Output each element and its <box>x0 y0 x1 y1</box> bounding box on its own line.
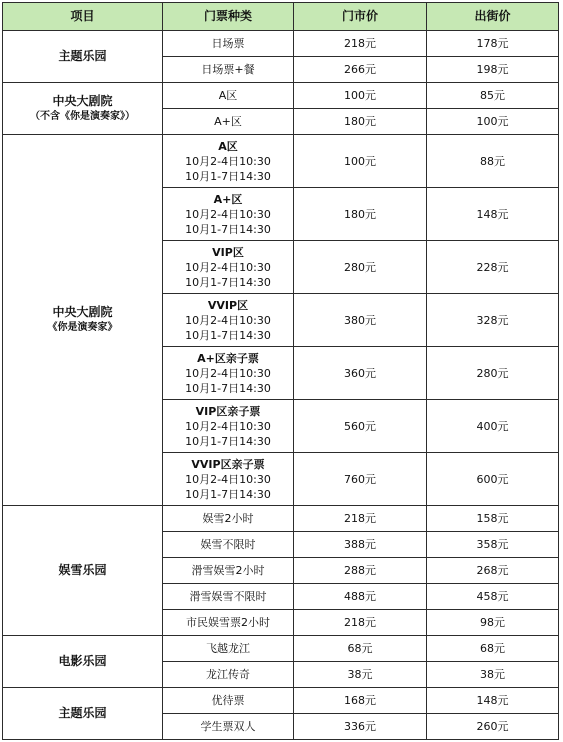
table-row <box>3 636 559 662</box>
ticket-type-cell <box>163 453 294 506</box>
header-project: 项目 <box>3 3 163 31</box>
ticket-type-cell: 日场票+餐 <box>163 57 294 83</box>
list-price-cell: 280元 <box>294 241 427 294</box>
show-time: 10月2-4日10:30 <box>185 207 271 221</box>
ticket-type-name: A+区亲子票 <box>197 351 259 365</box>
ticket-type-cell: 滑雪娱雪不限时 <box>163 584 294 610</box>
sale-price-cell: 458元 <box>427 584 559 610</box>
sale-price-cell: 38元 <box>427 662 559 688</box>
show-time: 10月2-4日10:30 <box>185 472 271 486</box>
project-name: 主题乐园 <box>58 49 107 63</box>
sale-price-cell: 148元 <box>427 688 559 714</box>
list-price-cell: 388元 <box>294 532 427 558</box>
list-price-cell: 266元 <box>294 57 427 83</box>
show-time: 10月1-7日14:30 <box>185 381 271 395</box>
project-name: 中央大剧院 <box>52 93 113 108</box>
list-price-cell: 360元 <box>294 347 427 400</box>
ticket-type-cell: 日场票 <box>163 31 294 57</box>
list-price-cell: 288元 <box>294 558 427 584</box>
table-row <box>3 688 559 714</box>
list-price-cell: 168元 <box>294 688 427 714</box>
header-sale-price: 出街价 <box>427 3 559 31</box>
show-time: 10月2-4日10:30 <box>185 419 271 433</box>
ticket-type-cell: 娱雪2小时 <box>163 506 294 532</box>
table-row <box>3 135 559 188</box>
ticket-type-cell: A区 <box>163 83 294 109</box>
project-subtitle: （不含《你是演奏家》） <box>30 110 135 122</box>
sale-price-cell: 148元 <box>427 188 559 241</box>
sale-price-cell: 85元 <box>427 83 559 109</box>
header-category: 门票种类 <box>163 3 294 31</box>
project-cell <box>3 83 163 135</box>
project-cell <box>3 636 163 688</box>
sale-price-cell: 228元 <box>427 241 559 294</box>
project-name: 电影乐园 <box>58 654 107 668</box>
ticket-type-name: A+区 <box>213 192 243 206</box>
show-time: 10月1-7日14:30 <box>185 275 271 289</box>
ticket-type-cell: A+区 <box>163 109 294 135</box>
sale-price-cell: 88元 <box>427 135 559 188</box>
list-price-cell: 760元 <box>294 453 427 506</box>
project-cell <box>3 506 163 636</box>
sale-price-cell: 158元 <box>427 506 559 532</box>
ticket-type-cell: 市民娱雪票2小时 <box>163 610 294 636</box>
table-row <box>3 83 559 109</box>
ticket-type-cell <box>163 294 294 347</box>
list-price-cell: 336元 <box>294 714 427 740</box>
sale-price-cell: 98元 <box>427 610 559 636</box>
sale-price-cell: 268元 <box>427 558 559 584</box>
project-name: 娱雪乐园 <box>58 563 107 577</box>
sale-price-cell: 68元 <box>427 636 559 662</box>
list-price-cell: 560元 <box>294 400 427 453</box>
ticket-type-cell <box>163 241 294 294</box>
project-subtitle: 《你是演奏家》 <box>47 322 118 333</box>
project-cell <box>3 688 163 740</box>
sale-price-cell: 280元 <box>427 347 559 400</box>
show-time: 10月1-7日14:30 <box>185 328 271 342</box>
ticket-type-cell <box>163 400 294 453</box>
show-time: 10月2-4日10:30 <box>185 260 271 274</box>
ticket-type-cell <box>163 135 294 188</box>
table-row <box>3 31 559 57</box>
ticket-price-table <box>2 2 559 740</box>
sale-price-cell: 400元 <box>427 400 559 453</box>
sale-price-cell: 100元 <box>427 109 559 135</box>
list-price-cell: 180元 <box>294 109 427 135</box>
header-row <box>3 3 559 31</box>
ticket-type-name: VIP区亲子票 <box>195 404 261 418</box>
sale-price-cell: 358元 <box>427 532 559 558</box>
header-list-price: 门市价 <box>294 3 427 31</box>
sale-price-cell: 260元 <box>427 714 559 740</box>
sale-price-cell: 178元 <box>427 31 559 57</box>
ticket-type-cell: 滑雪娱雪2小时 <box>163 558 294 584</box>
show-time: 10月1-7日14:30 <box>185 222 271 236</box>
sale-price-cell: 198元 <box>427 57 559 83</box>
project-cell <box>3 31 163 83</box>
sale-price-cell: 328元 <box>427 294 559 347</box>
list-price-cell: 100元 <box>294 83 427 109</box>
ticket-type-cell <box>163 347 294 400</box>
ticket-type-name: VIP区 <box>212 245 244 259</box>
ticket-type-name: VVIP区亲子票 <box>191 457 265 471</box>
list-price-cell: 38元 <box>294 662 427 688</box>
ticket-type-cell: 龙江传奇 <box>163 662 294 688</box>
ticket-type-cell: 娱雪不限时 <box>163 532 294 558</box>
list-price-cell: 380元 <box>294 294 427 347</box>
list-price-cell: 218元 <box>294 610 427 636</box>
list-price-cell: 488元 <box>294 584 427 610</box>
project-name: 主题乐园 <box>58 706 107 720</box>
list-price-cell: 68元 <box>294 636 427 662</box>
show-time: 10月1-7日14:30 <box>185 434 271 448</box>
ticket-type-cell: 优待票 <box>163 688 294 714</box>
ticket-type-name: VVIP区 <box>207 298 249 312</box>
table-row <box>3 506 559 532</box>
show-time: 10月1-7日14:30 <box>185 169 271 183</box>
project-cell <box>3 135 163 506</box>
sale-price-cell: 600元 <box>427 453 559 506</box>
ticket-type-name: A区 <box>218 139 238 153</box>
show-time: 10月1-7日14:30 <box>185 487 271 501</box>
show-time: 10月2-4日10:30 <box>185 154 271 168</box>
show-time: 10月2-4日10:30 <box>185 313 271 327</box>
list-price-cell: 218元 <box>294 506 427 532</box>
list-price-cell: 100元 <box>294 135 427 188</box>
project-name: 中央大剧院 <box>52 305 113 319</box>
list-price-cell: 218元 <box>294 31 427 57</box>
ticket-type-cell: 飞越龙江 <box>163 636 294 662</box>
show-time: 10月2-4日10:30 <box>185 366 271 380</box>
list-price-cell: 180元 <box>294 188 427 241</box>
ticket-type-cell: 学生票双人 <box>163 714 294 740</box>
ticket-type-cell <box>163 188 294 241</box>
